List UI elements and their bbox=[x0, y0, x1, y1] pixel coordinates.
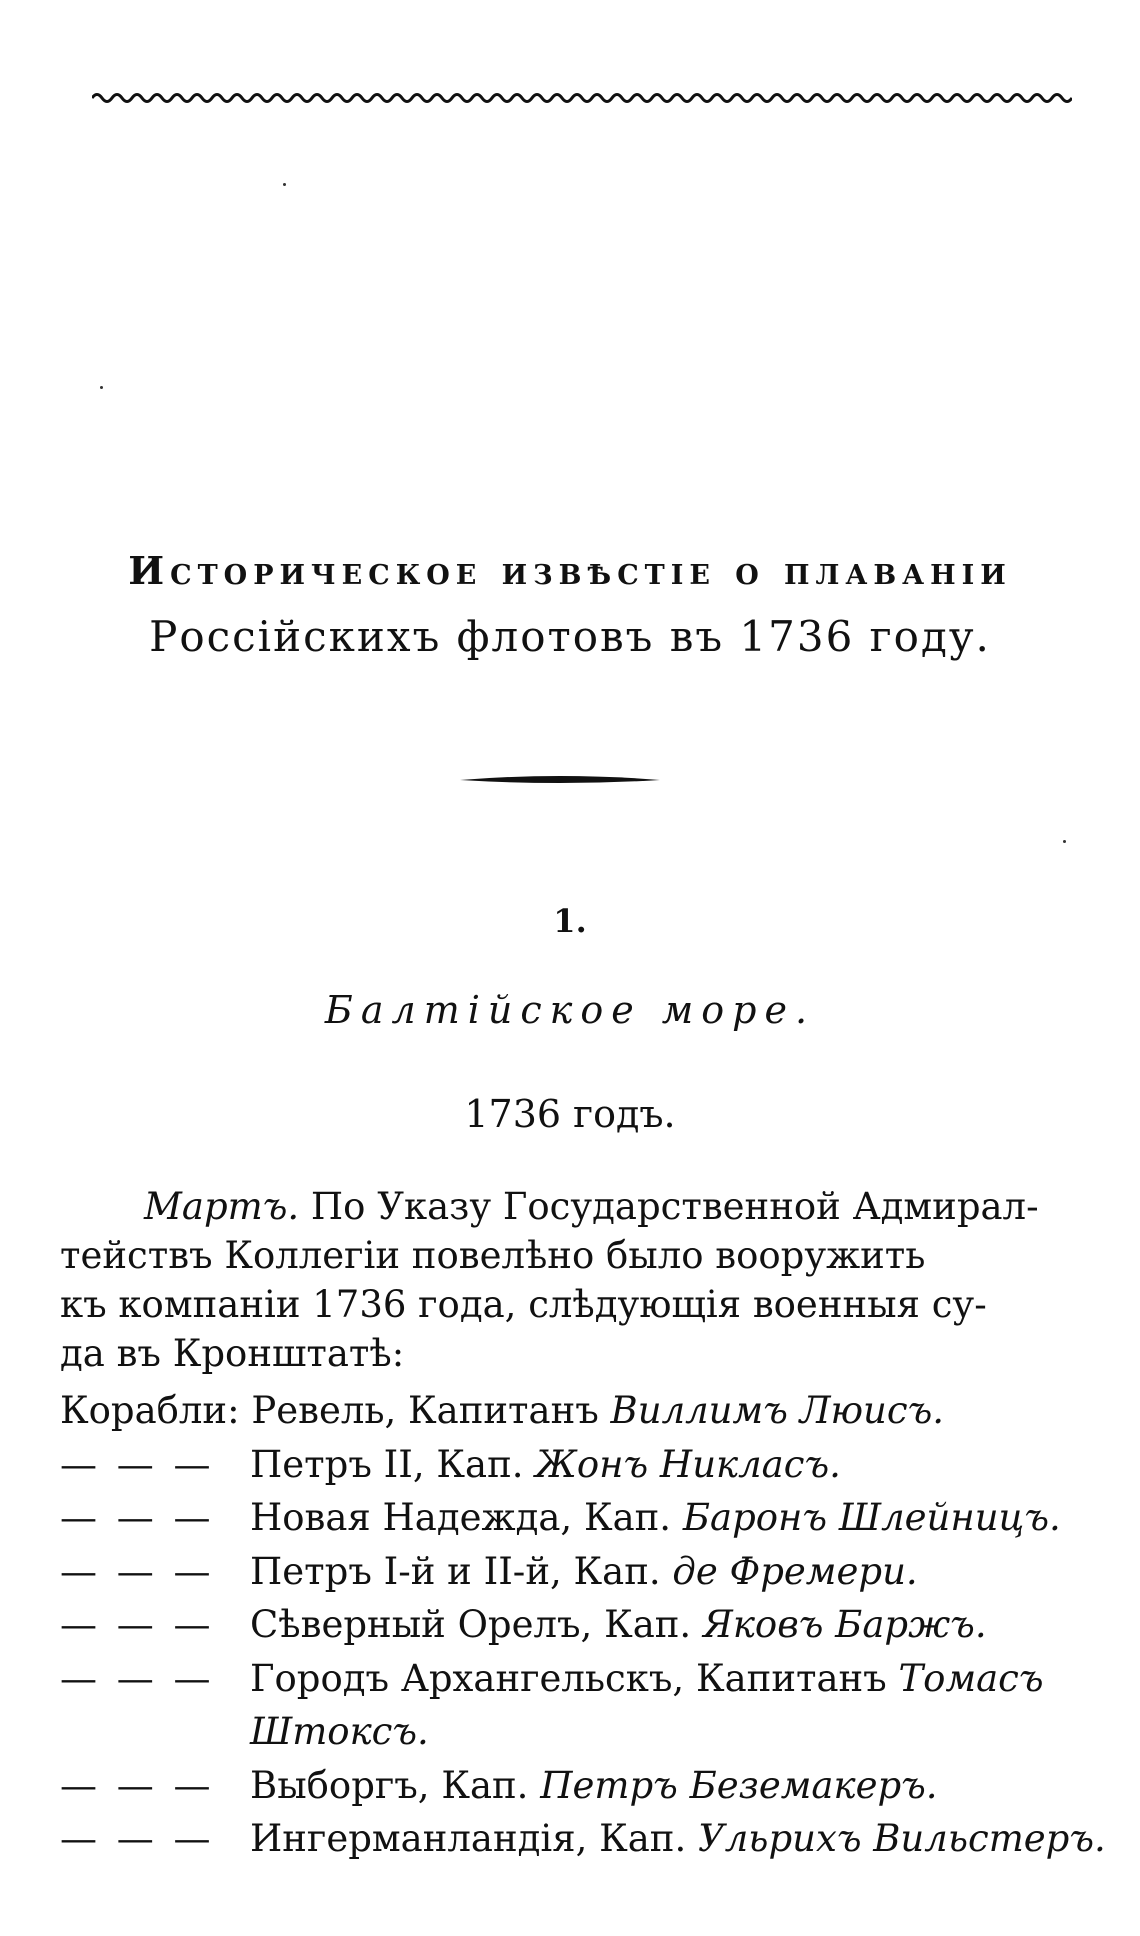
ship-name: Городъ Архангельскъ, bbox=[250, 1656, 685, 1700]
ship-captain: де Фремери. bbox=[672, 1549, 918, 1593]
top-wavy-rule bbox=[92, 88, 1072, 108]
ship-dash: — — — bbox=[60, 1549, 215, 1593]
ship-row-continuation bbox=[60, 1705, 1090, 1759]
ship-name: Петръ II, bbox=[250, 1442, 425, 1486]
ship-name: Ревель, bbox=[251, 1389, 397, 1432]
ship-row bbox=[60, 1598, 1090, 1652]
ship-name: Ингерманландія, bbox=[250, 1817, 588, 1860]
ship-dash: — — — bbox=[60, 1656, 215, 1700]
section-title: Балтійское море. bbox=[324, 988, 816, 1032]
ship-name: Новая Надежда, bbox=[250, 1496, 573, 1539]
year-heading: 1736 годъ. bbox=[464, 1092, 676, 1136]
document-title-line-1: Историческое извѣстіе о плаваніи bbox=[128, 548, 1012, 593]
ship-row bbox=[60, 1384, 1090, 1438]
paragraph-line-4: да въ Кронштатѣ: bbox=[60, 1332, 405, 1375]
ship-rank: Капитанъ bbox=[408, 1389, 599, 1432]
speck bbox=[283, 183, 286, 186]
ship-name: Выборгъ, bbox=[250, 1763, 430, 1807]
speck bbox=[100, 386, 103, 389]
ship-row bbox=[60, 1812, 1106, 1866]
ship-rank: Капитанъ bbox=[695, 1656, 887, 1700]
ship-dash: — — — bbox=[60, 1496, 215, 1539]
ship-rank: Кап. bbox=[604, 1603, 692, 1646]
ship-row bbox=[60, 1438, 1090, 1492]
ship-dash: — — — bbox=[60, 1603, 215, 1646]
paragraph-line-3: къ компаніи 1736 года, слѣдующія военныя су- bbox=[60, 1283, 987, 1326]
ship-captain-continuation: Штоксъ. bbox=[250, 1710, 429, 1753]
paragraph-lead-word: Мартъ. bbox=[144, 1185, 300, 1228]
ship-dash: — — — bbox=[60, 1817, 215, 1860]
ornamental-divider bbox=[460, 772, 660, 788]
ship-rank: Кап. bbox=[599, 1817, 687, 1860]
ship-rank: Кап. bbox=[441, 1763, 529, 1807]
ship-row bbox=[60, 1545, 1090, 1599]
ship-rank: Кап. bbox=[583, 1496, 672, 1539]
ship-rank: Кап. bbox=[436, 1442, 524, 1486]
body-paragraph bbox=[60, 1182, 1070, 1378]
ship-captain: Баронъ Шлейницъ. bbox=[682, 1496, 1061, 1539]
speck bbox=[1063, 840, 1066, 843]
ship-captain: Ульрихъ Вильстеръ. bbox=[698, 1817, 1106, 1860]
ship-captain: Яковъ Баржъ. bbox=[702, 1603, 987, 1646]
ship-list bbox=[60, 1384, 1106, 1866]
paragraph-line bbox=[60, 1182, 1070, 1231]
paragraph-line-2: тействъ Коллегіи повелѣно было вооружить bbox=[60, 1234, 926, 1277]
ship-name: Сѣверный Орелъ, bbox=[250, 1603, 593, 1646]
ships-label: Корабли: bbox=[60, 1389, 240, 1432]
ship-row bbox=[60, 1652, 1090, 1706]
section-number: 1. bbox=[553, 902, 587, 940]
ship-captain: Виллимъ Люисъ. bbox=[610, 1389, 945, 1432]
ship-dash: — — — bbox=[60, 1442, 215, 1486]
ship-name: Петръ I-й и II-й, bbox=[250, 1549, 562, 1593]
document-title-line-2: Россійскихъ флотовъ въ 1736 году. bbox=[149, 612, 991, 661]
ship-captain: Томасъ bbox=[898, 1656, 1044, 1700]
ship-row bbox=[60, 1491, 1090, 1545]
paragraph-line-1: По Указу Государственной Адмирал- bbox=[310, 1185, 1039, 1228]
ship-row bbox=[60, 1759, 1090, 1813]
ship-rank: Кап. bbox=[573, 1549, 661, 1593]
ship-captain: Жонъ Никласъ. bbox=[535, 1442, 841, 1486]
ship-dash: — — — bbox=[60, 1763, 215, 1807]
ship-captain: Петръ Беземакеръ. bbox=[540, 1763, 938, 1807]
